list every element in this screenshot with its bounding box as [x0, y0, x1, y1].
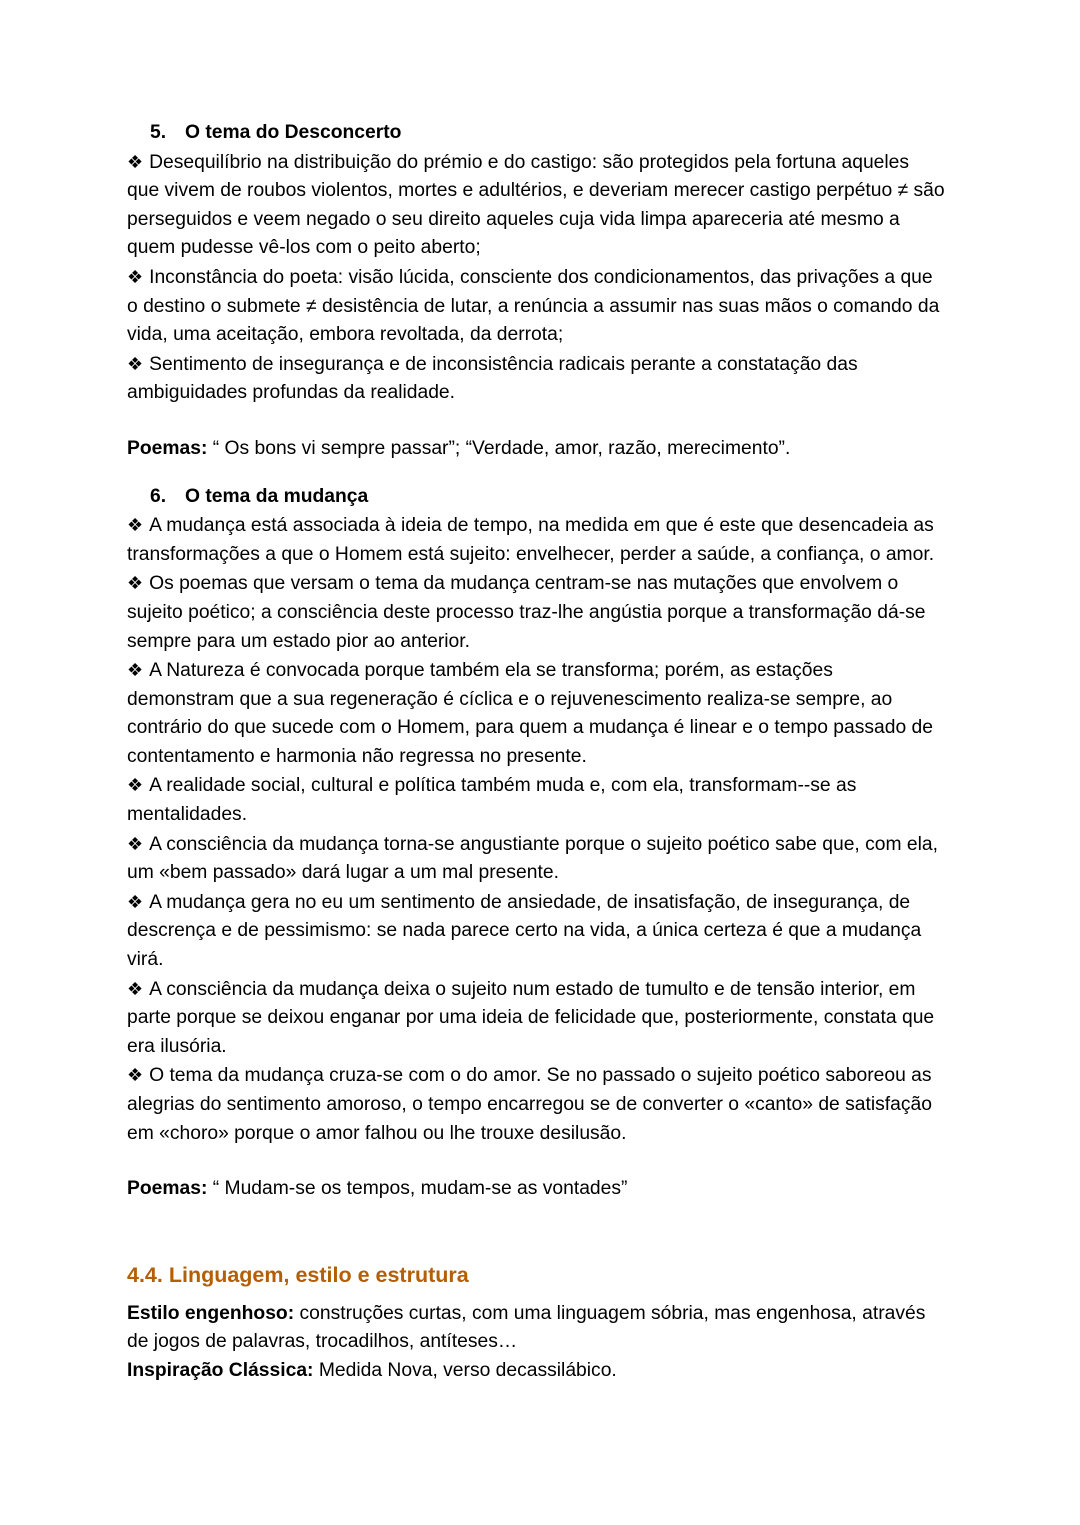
section-6-heading [127, 483, 945, 512]
bullet-item [127, 771, 945, 829]
poemas-text: “ Os bons vi sempre passar”; “Verdade, amor, razão, merecimento”. [207, 437, 791, 459]
section-5-number: 5. [150, 122, 167, 143]
diamond-bullet-icon: ❖ [127, 775, 144, 796]
bullet-item [127, 511, 945, 569]
poemas-label: Poemas: [127, 1178, 208, 1200]
section-5-heading [127, 119, 945, 148]
bullet-text: Sentimento de insegurança e de inconsistência radicais perante a constatação das ambiguidades profundas da realidade. [127, 353, 858, 404]
style-line-label: Estilo engenhoso: [127, 1302, 295, 1324]
bullet-item [127, 1061, 945, 1148]
diamond-bullet-icon: ❖ [127, 978, 144, 999]
section-6-number: 6. [150, 485, 167, 507]
bullet-text: A realidade social, cultural e política também muda e, com ela, transformam--se as mentalidades. [127, 775, 857, 826]
style-line [127, 1357, 945, 1386]
bullet-item [127, 975, 945, 1062]
bullet-item [127, 263, 945, 350]
bullet-item [127, 569, 945, 656]
diamond-bullet-icon: ❖ [127, 151, 144, 172]
style-line-label: Inspiração Clássica: [127, 1359, 314, 1381]
bullet-text: Inconstância do poeta: visão lúcida, consciente dos condicionamentos, das privações a que o destino o submete ≠ desistência de lutar, a renúncia a assumir nas suas mãos o comando da vida, uma aceitação, embora revoltada, da derrota; [127, 266, 940, 346]
bullet-item [127, 350, 945, 408]
section-mudanca [127, 483, 945, 1204]
bullet-item [127, 830, 945, 888]
poemas-line [127, 1175, 945, 1204]
section-desconcerto [127, 119, 945, 464]
diamond-bullet-icon: ❖ [127, 660, 144, 681]
diamond-bullet-icon: ❖ [127, 573, 144, 594]
bullet-text: A mudança está associada à ideia de tempo, na medida em que é este que desencadeia as transformações a que o Homem está sujeito: envelhecer, perder a saúde, a confiança, o amor. [127, 515, 935, 565]
diamond-bullet-icon: ❖ [127, 1065, 144, 1086]
subsection-heading: 4.4. Linguagem, estilo e estrutura [127, 1262, 469, 1287]
section-6-title: O tema da mudança [185, 485, 369, 507]
section-5-title: O tema do Desconcerto [185, 122, 402, 143]
diamond-bullet-icon: ❖ [127, 833, 144, 854]
style-line-text: construções curtas, com uma linguagem sóbria, mas engenhosa, através de jogos de palavras, trocadilhos, antíteses… [127, 1302, 926, 1353]
bullet-item [127, 656, 945, 771]
bullet-text: Desequilíbrio na distribuição do prémio e do castigo: são protegidos pela fortuna aqueles que vivem de roubos violentos, mortes e adultérios, e deveriam merecer castigo perpétuo ≠ são perseguidos e veem negado o seu direito aqueles cuja vida limpa apareceria até mesmo a quem pudesse vê-los com o peito aberto; [127, 151, 945, 259]
diamond-bullet-icon: ❖ [127, 266, 144, 287]
bullet-text: A Natureza é convocada porque também ela se transforma; porém, as estações demonstram que a sua regeneração é cíclica e o rejuvenescimento realiza-se sempre, ao contrário do que sucede com o Homem, para quem a mudança é linear e o tempo passado de contentamento e harmonia não regressa no presente. [127, 660, 933, 767]
document-content [127, 119, 945, 1386]
bullet-text: O tema da mudança cruza-se com o do amor. Se no passado o sujeito poético saboreou as alegrias do sentimento amoroso, o tempo encarregou se de converter o «canto» de satisfação em «choro» porque o amor falhou ou lhe trouxe desilusão. [127, 1065, 932, 1144]
bullet-text: Os poemas que versam o tema da mudança centram-se nas mutações que envolvem o sujeito poético; a consciência deste processo traz-lhe angústia porque a transformação dá-se sempre para um estado pior ao anterior. [127, 573, 926, 652]
diamond-bullet-icon: ❖ [127, 353, 144, 374]
style-line-text: Medida Nova, verso decassilábico. [313, 1359, 617, 1381]
style-line [127, 1300, 945, 1357]
diamond-bullet-icon: ❖ [127, 891, 144, 912]
poemas-text: “ Mudam-se os tempos, mudam-se as vontades” [207, 1178, 628, 1200]
poemas-line [127, 435, 945, 464]
diamond-bullet-icon: ❖ [127, 515, 144, 536]
bullet-text: A mudança gera no eu um sentimento de ansiedade, de insatisfação, de insegurança, de descrença e de pessimismo: se nada parece certo na vida, a única certeza é que a mudança virá. [127, 891, 922, 971]
bullet-item [127, 888, 945, 975]
bullet-text: A consciência da mudança torna-se angustiante porque o sujeito poético sabe que, com ela, um «bem passado» dará lugar a um mal presente. [127, 833, 938, 884]
bullet-item [127, 148, 945, 263]
poemas-label: Poemas: [127, 437, 208, 459]
bullet-text: A consciência da mudança deixa o sujeito num estado de tumulto e de tensão interior, em parte porque se deixou enganar por uma ideia de felicidade que, posteriormente, constata que era ilusória. [127, 978, 935, 1057]
